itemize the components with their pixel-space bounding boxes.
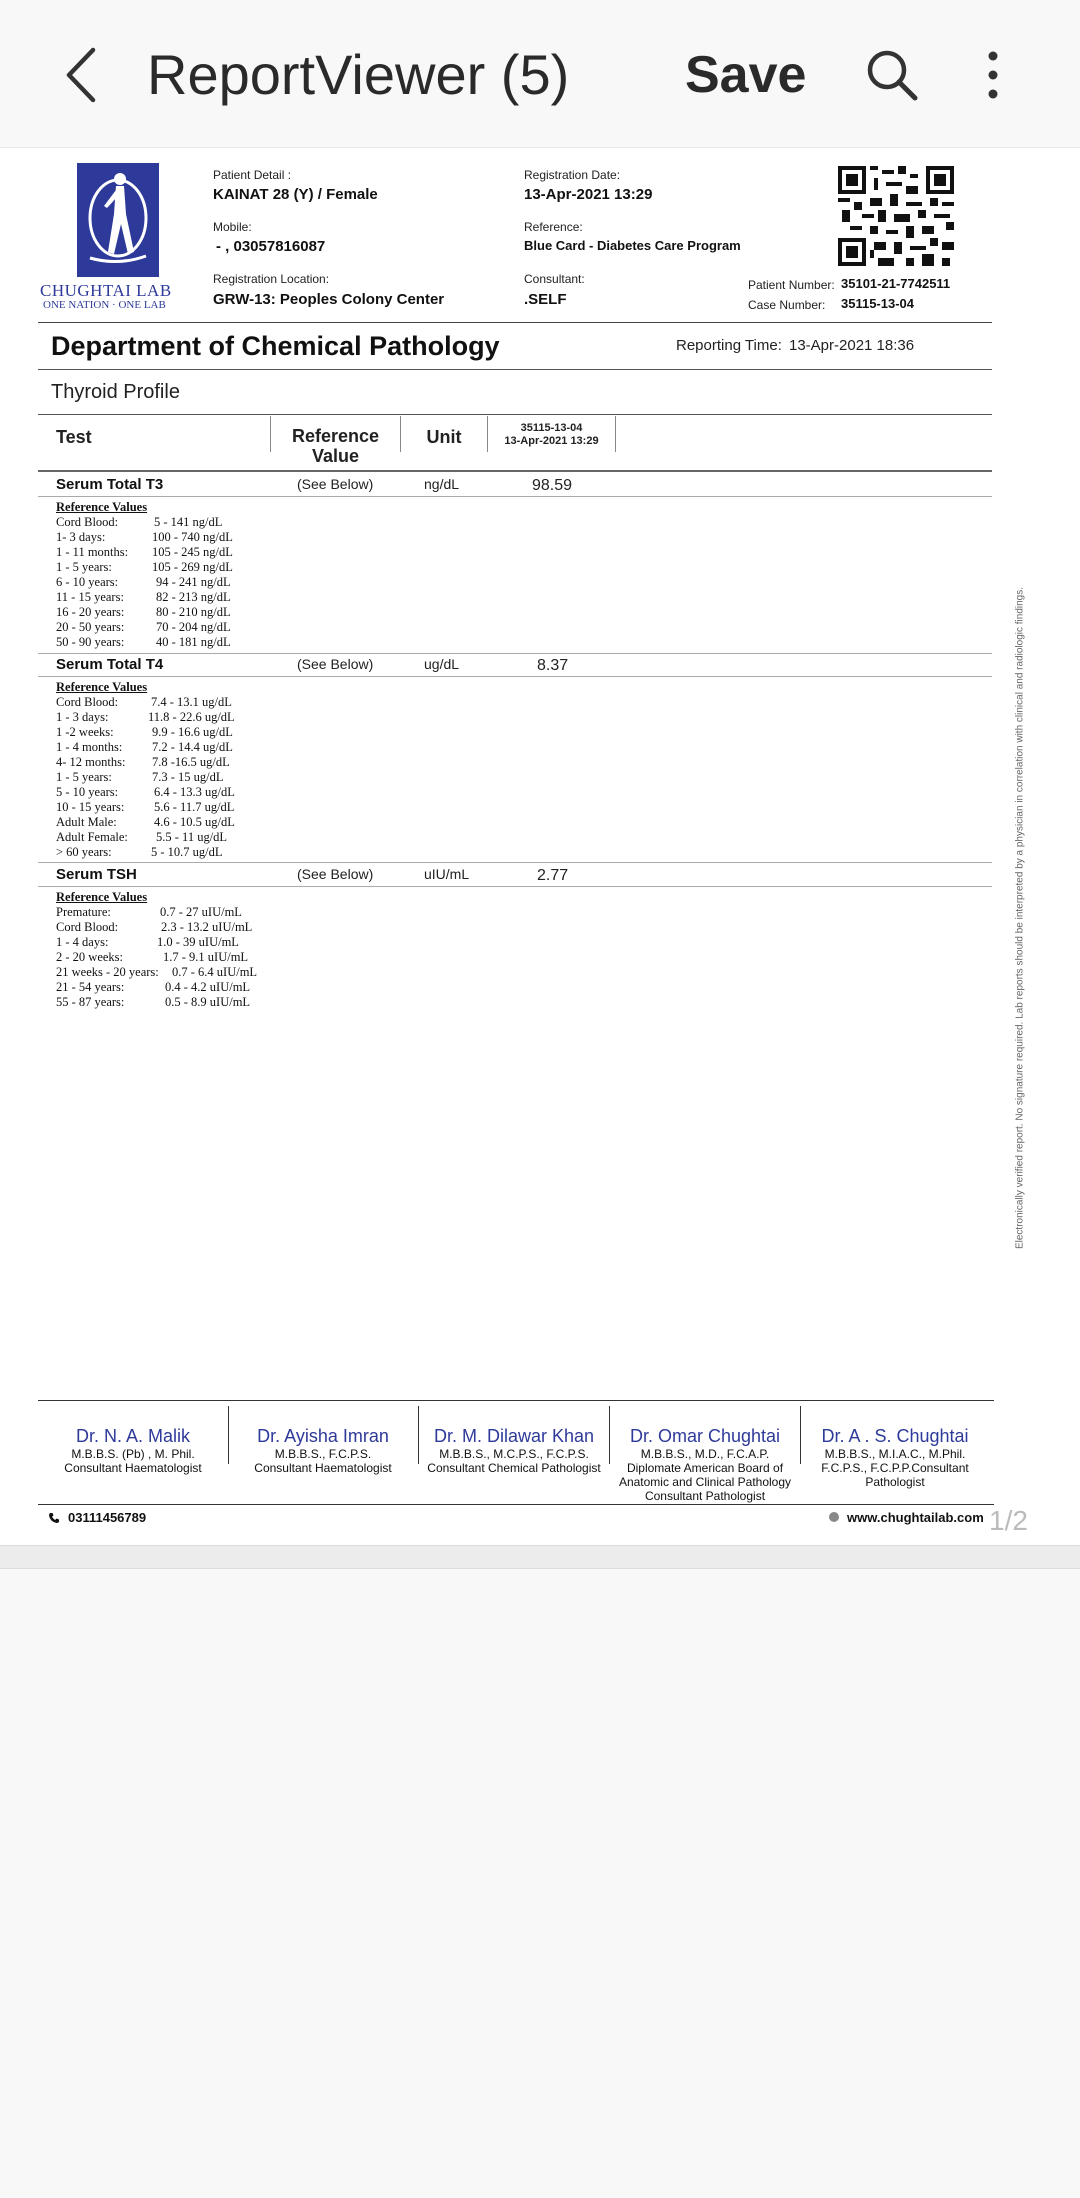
- qr-code-icon: [838, 166, 954, 266]
- doctor-name: Dr. A . S. Chughtai: [821, 1426, 969, 1446]
- row-divider: [38, 862, 992, 863]
- column-case-number: 35115-13-04: [520, 422, 583, 434]
- test-name: Serum Total T4: [56, 656, 164, 673]
- column-reference: [271, 426, 400, 466]
- doctor-credential: M.B.B.S., F.C.P.S.: [274, 1447, 372, 1461]
- doctor-credential: Pathologist: [865, 1475, 925, 1489]
- registration-location-value: GRW-13: Peoples Colony Center: [213, 291, 445, 308]
- verification-note: Electronically verified report. No signature required. Lab reports should be interpreted by a physician in correlation with clinical and radiologic findings.: [1014, 586, 1026, 1250]
- test-result: 98.59: [532, 477, 573, 494]
- page-indicator: 1/2: [989, 1505, 1028, 1536]
- doctor-credential: Consultant Haematologist: [254, 1461, 392, 1475]
- test-unit: ug/dL: [424, 656, 460, 672]
- doctor-card: [420, 1425, 608, 1475]
- back-arrow-icon[interactable]: [55, 40, 115, 110]
- reference-row: 1- 3 days: 100 - 740 ng/dL: [56, 530, 233, 544]
- reference-row: 50 - 90 years: 40 - 181 ng/dL: [56, 635, 231, 649]
- doctor-credential: M.B.B.S., M.D., F.C.A.P.: [640, 1447, 770, 1461]
- brand-name: CHUGHTAI LAB: [40, 281, 172, 300]
- more-options-icon[interactable]: [975, 45, 1011, 105]
- doctor-name: Dr. M. Dilawar Khan: [433, 1426, 595, 1446]
- test-name: Serum TSH: [56, 866, 137, 883]
- registration-date-value: 13-Apr-2021 13:29: [524, 186, 653, 203]
- case-number-value: 35115-13-04: [841, 296, 915, 311]
- column-case: [488, 422, 615, 448]
- department-title: Department of Chemical Pathology: [51, 331, 500, 361]
- reporting-time-label: Reporting Time:: [676, 337, 782, 354]
- test-name: Serum Total T3: [56, 476, 164, 493]
- reference-row: 21 - 54 years: 0.4 - 4.2 uIU/mL: [56, 980, 251, 994]
- phone-number: 03111456789: [68, 1510, 147, 1525]
- reference-row: 5 - 10 years: 6.4 - 13.3 ug/dL: [56, 785, 235, 799]
- column-divider: [615, 416, 616, 452]
- patient-number-label: Patient Number:: [748, 278, 835, 292]
- app-bar: [0, 0, 1080, 146]
- app-title: ReportViewer (5): [147, 43, 570, 106]
- doctor-divider: [418, 1406, 419, 1464]
- globe-icon: [828, 1511, 840, 1523]
- doctor-credential: Consultant Chemical Pathologist: [427, 1461, 601, 1475]
- doctor-credential: M.B.B.S., M.I.A.C., M.Phil.: [824, 1447, 966, 1461]
- reference-values-list: [56, 695, 235, 860]
- verification-note-container: [1010, 498, 1030, 1338]
- reference-row: Adult Female: 5.5 - 11 ug/dL: [56, 830, 228, 844]
- row-divider: [38, 676, 992, 677]
- test-reference: (See Below): [297, 656, 374, 672]
- doctor-credential: M.B.B.S., M.C.P.S., F.C.P.S.: [439, 1447, 589, 1461]
- reference-row: 1 - 5 years: 7.3 - 15 ug/dL: [56, 770, 224, 784]
- reference-row: 6 - 10 years: 94 - 241 ng/dL: [56, 575, 231, 589]
- consultant-value: .SELF: [524, 291, 567, 308]
- doctor-card: [611, 1425, 799, 1503]
- reference-values-list: [56, 515, 233, 650]
- reference-row: 10 - 15 years: 5.6 - 11.7 ug/dL: [56, 800, 235, 814]
- doctor-credential: F.C.P.S., F.C.P.P.Consultant: [821, 1461, 969, 1475]
- consultant-label: Consultant:: [524, 272, 585, 286]
- row-divider: [38, 886, 992, 887]
- reference-row: 11 - 15 years: 82 - 213 ng/dL: [56, 590, 231, 604]
- save-button[interactable]: Save: [685, 46, 807, 104]
- doctor-credential: Diplomate American Board of: [626, 1461, 784, 1475]
- doctors-bottom-divider: [38, 1504, 994, 1505]
- profile-divider: [38, 414, 992, 415]
- test-unit: ng/dL: [424, 476, 460, 492]
- test-unit: uIU/mL: [424, 866, 470, 882]
- doctor-card: [802, 1425, 988, 1489]
- reference-row: 1 -2 weeks: 9.9 - 16.6 ug/dL: [56, 725, 233, 739]
- column-reference-line1: Reference: [291, 426, 380, 446]
- reporting-time-value: 13-Apr-2021 18:36: [789, 337, 915, 354]
- column-unit: Unit: [426, 427, 462, 447]
- doctor-name: Dr. Omar Chughtai: [629, 1426, 781, 1446]
- reference-row: Cord Blood: 5 - 141 ng/dL: [56, 515, 223, 529]
- reference-row: 21 weeks - 20 years: 0.7 - 6.4 uIU/mL: [56, 965, 258, 979]
- reference-row: Cord Blood: 7.4 - 13.1 ug/dL: [56, 695, 232, 709]
- reference-row: 20 - 50 years: 70 - 204 ng/dL: [56, 620, 231, 634]
- mobile-label: Mobile:: [213, 220, 252, 234]
- department-divider: [38, 369, 992, 370]
- case-number-label: Case Number:: [748, 298, 826, 312]
- row-divider: [38, 496, 992, 497]
- search-icon[interactable]: [862, 45, 922, 105]
- reference-row: 1 - 4 months: 7.2 - 14.4 ug/dL: [56, 740, 233, 754]
- reference-values-list: [56, 905, 257, 1010]
- registration-date-label: Registration Date:: [524, 168, 621, 182]
- chughtai-lab-logo-icon: [76, 162, 160, 278]
- row-divider: [38, 653, 992, 654]
- reference-row: > 60 years: 5 - 10.7 ug/dL: [56, 845, 223, 859]
- doctor-credential: Consultant Pathologist: [644, 1489, 766, 1503]
- doctors-top-divider: [38, 1400, 994, 1401]
- reference-row: 16 - 20 years: 80 - 210 ng/dL: [56, 605, 231, 619]
- reference-row: Cord Blood: 2.3 - 13.2 uIU/mL: [56, 920, 253, 934]
- mobile-value: - , 03057816087: [216, 238, 326, 255]
- website: www.chughtailab.com: [847, 1510, 984, 1525]
- reference-row: Adult Male: 4.6 - 10.5 ug/dL: [56, 815, 235, 829]
- patient-number-value: 35101-21-7742511: [841, 276, 951, 291]
- reference-value: Blue Card - Diabetes Care Program: [524, 238, 741, 253]
- doctor-name: Dr. Ayisha Imran: [257, 1426, 389, 1446]
- column-case-date: 13-Apr-2021 13:29: [504, 435, 599, 447]
- doctor-credential: M.B.B.S. (Pb) , M. Phil.: [71, 1447, 195, 1461]
- reference-row: Premature: 0.7 - 27 uIU/mL: [56, 905, 242, 919]
- doctor-divider: [609, 1406, 610, 1464]
- brand-tagline: ONE NATION · ONE LAB: [43, 299, 166, 311]
- doctor-divider: [228, 1406, 229, 1464]
- doctor-card: [230, 1425, 416, 1475]
- test-reference: (See Below): [297, 476, 374, 492]
- doctor-credential: Anatomic and Clinical Pathology: [618, 1475, 792, 1489]
- reference-row: 4- 12 months: 7.8 -16.5 ug/dL: [56, 755, 230, 769]
- test-reference: (See Below): [297, 866, 374, 882]
- reference-values-title: Reference Values: [56, 680, 148, 694]
- patient-detail-value: KAINAT 28 (Y) / Female: [213, 186, 378, 203]
- test-result: 2.77: [537, 867, 569, 884]
- reference-values-title: Reference Values: [56, 890, 148, 904]
- registration-location-label: Registration Location:: [213, 272, 330, 286]
- reference-row: 55 - 87 years: 0.5 - 8.9 uIU/mL: [56, 995, 251, 1009]
- patient-detail-label: Patient Detail :: [213, 168, 292, 182]
- table-header-divider: [38, 470, 992, 472]
- phone-icon: [48, 1512, 60, 1524]
- doctor-divider: [800, 1406, 801, 1464]
- header-divider: [38, 322, 992, 323]
- doctor-credential: Consultant Haematologist: [64, 1461, 202, 1475]
- page-gap: [0, 1545, 1080, 1569]
- reference-row: 1 - 4 days: 1.0 - 39 uIU/mL: [56, 935, 239, 949]
- reference-values-title: Reference Values: [56, 500, 148, 514]
- doctor-name: Dr. N. A. Malik: [75, 1426, 191, 1446]
- reference-row: 1 - 5 years: 105 - 269 ng/dL: [56, 560, 233, 574]
- column-reference-line2: Value: [311, 446, 360, 466]
- reference-row: 1 - 3 days: 11.8 - 22.6 ug/dL: [56, 710, 235, 724]
- profile-title: Thyroid Profile: [51, 381, 180, 403]
- reference-label: Reference:: [524, 220, 583, 234]
- reference-row: 1 - 11 months: 105 - 245 ng/dL: [56, 545, 233, 559]
- test-result: 8.37: [537, 657, 569, 674]
- reference-row: 2 - 20 weeks: 1.7 - 9.1 uIU/mL: [56, 950, 249, 964]
- column-test: Test: [56, 427, 92, 447]
- report-page[interactable]: [0, 147, 1080, 1546]
- doctor-card: [40, 1425, 226, 1475]
